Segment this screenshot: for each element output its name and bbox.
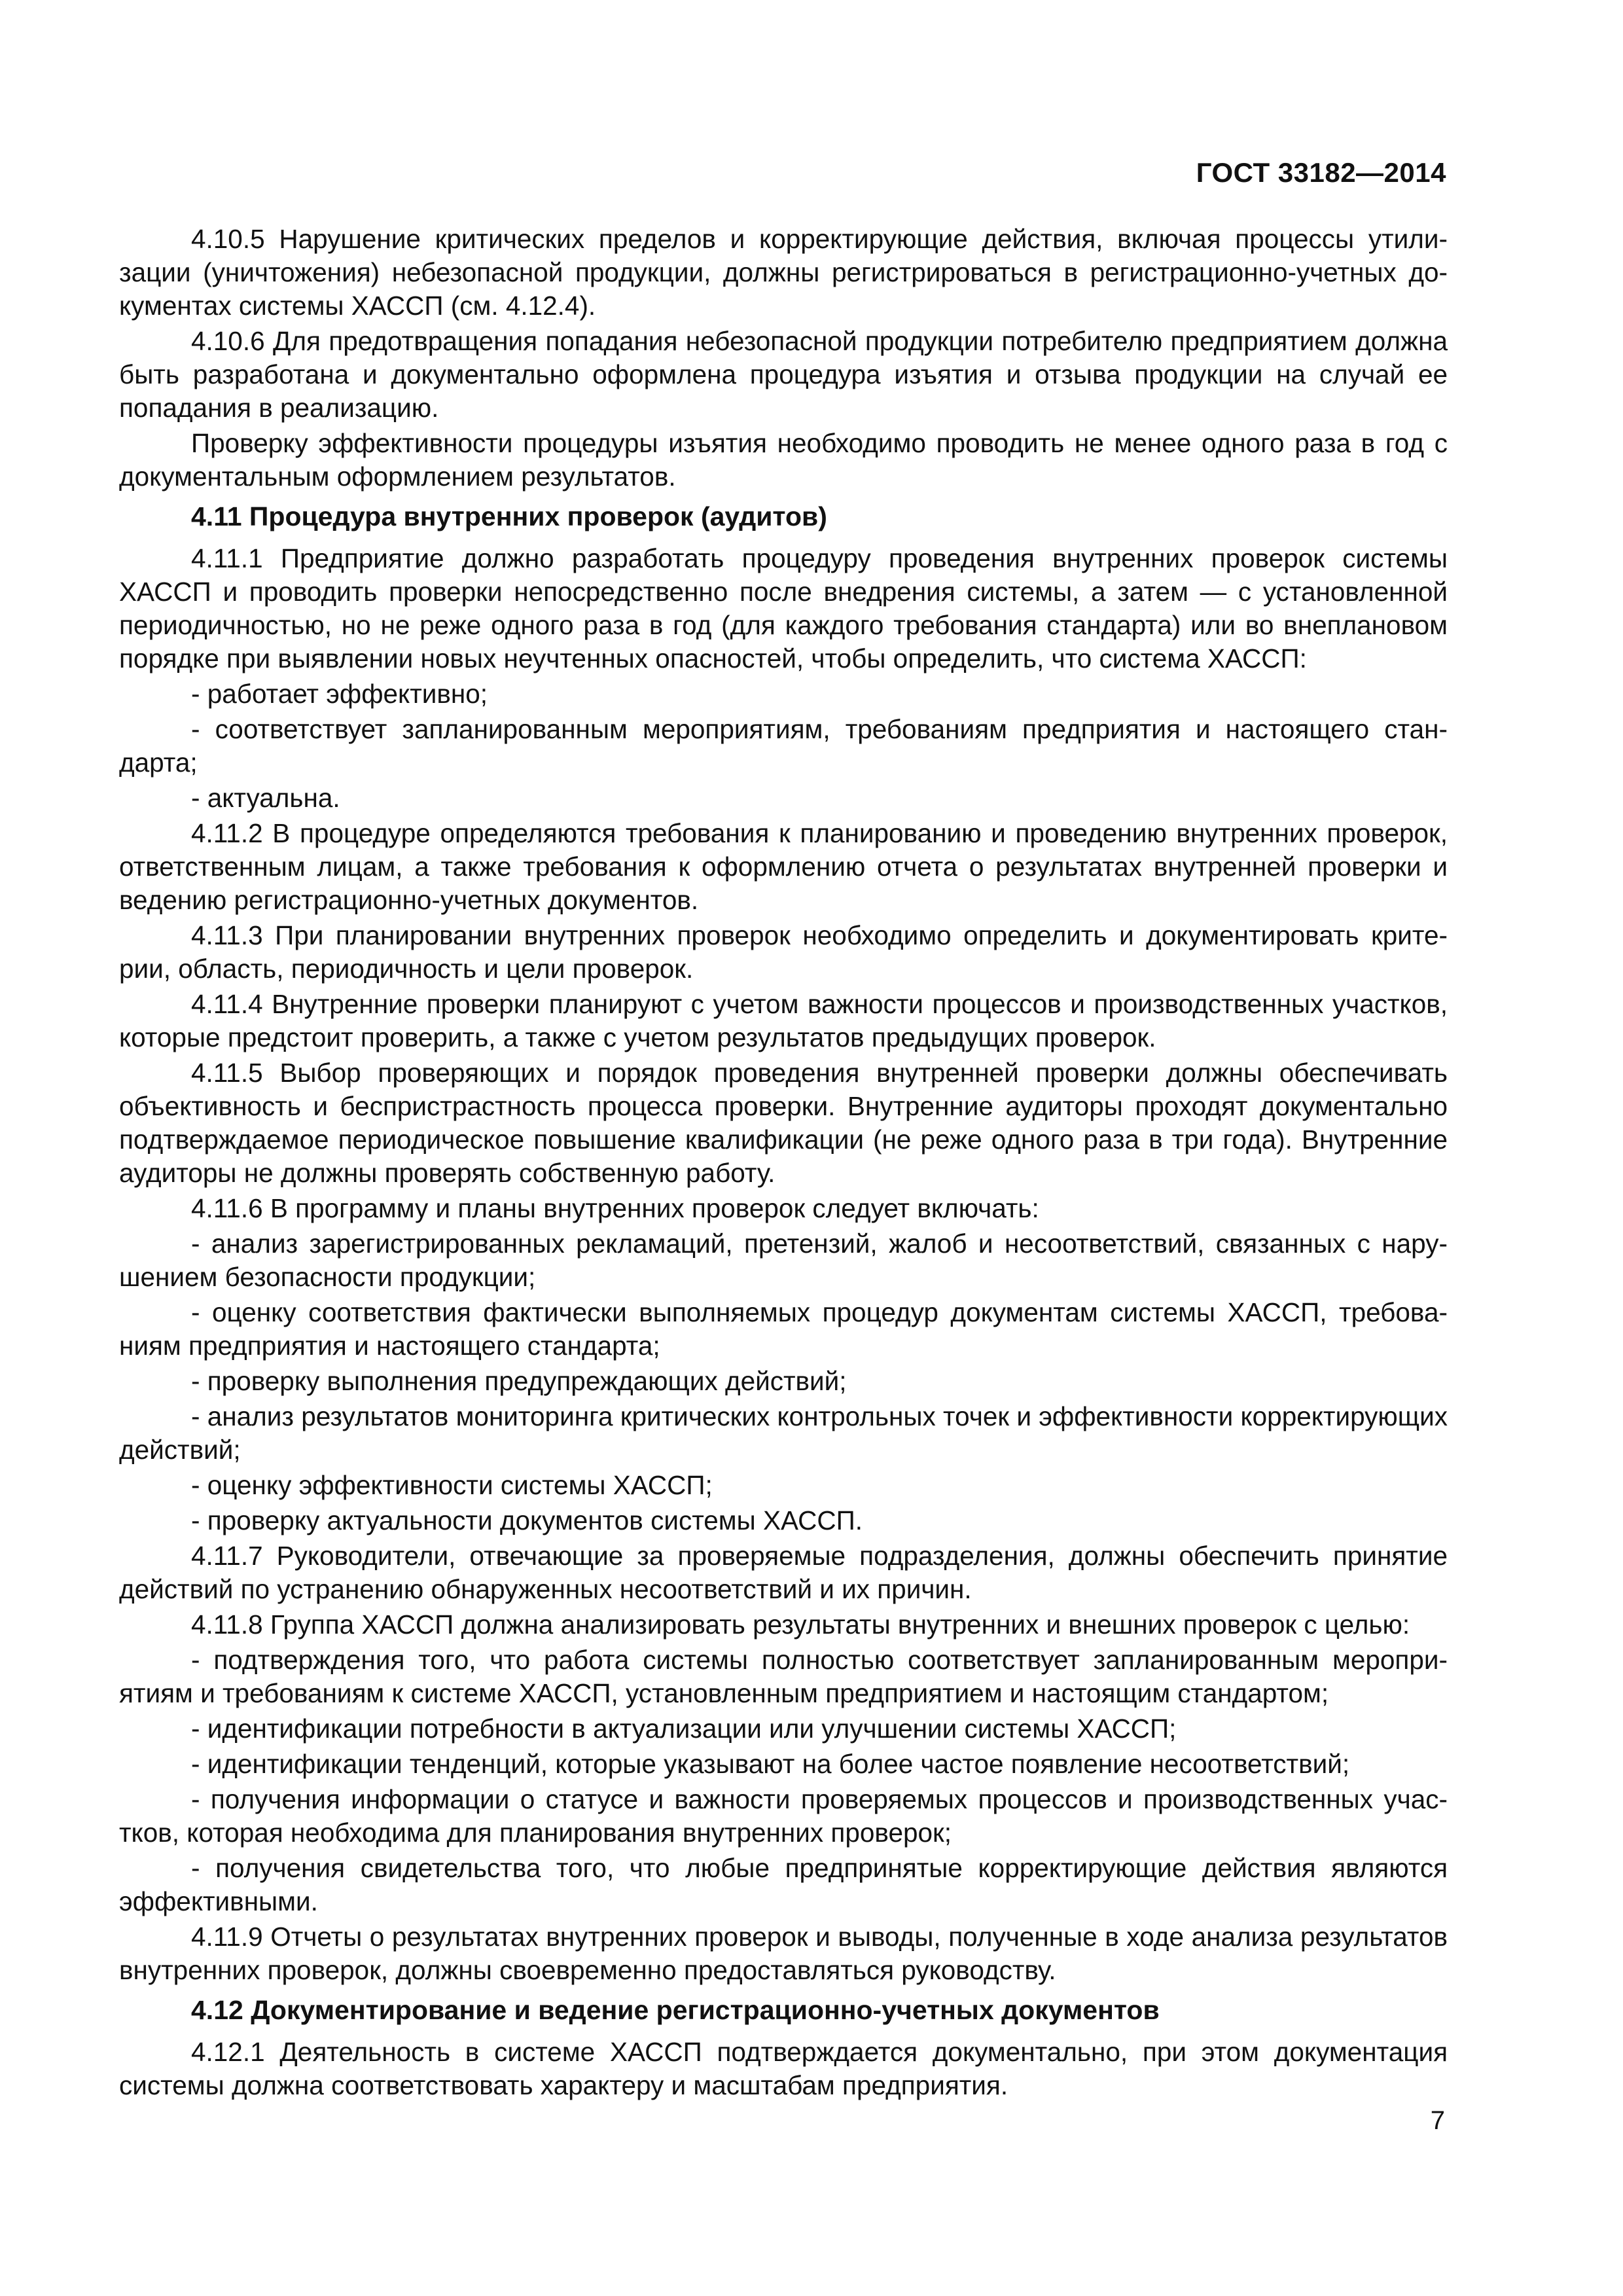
page-number: 7 <box>1430 2106 1445 2135</box>
list-item: - подтверждения того, что работа системы полностью соответствует запланированным мероприятиям и требованиям к системе ХАССП, установленным предприятием и настоящим стандартом; <box>119 1645 1448 1708</box>
list-item: - оценку эффективности системы ХАССП; <box>191 1470 713 1500</box>
section-heading-4-11: 4.11 Процедура внутренних проверок (аудитов) <box>191 501 827 531</box>
list-item: - получения информации о статусе и важности проверяемых процессов и производственных участков, которая необходима для планирования внутренних проверок; <box>119 1784 1448 1848</box>
list-item: - идентификации потребности в актуализации или улучшении системы ХАССП; <box>191 1713 1177 1744</box>
paragraph-4-12-1: 4.12.1 Деятельность в системе ХАССП подтверждается документально, при этом документация системы должна соответствовать характеру и масштабам предприятия. <box>119 2037 1448 2100</box>
list-item: - актуальна. <box>191 783 340 813</box>
section-heading-4-12: 4.12 Документирование и ведение регистрационно-учетных документов <box>191 1995 1160 2025</box>
document-header: ГОСТ 33182—2014 <box>1196 157 1446 188</box>
list-item: - оценку соответствия фактически выполняемых процедур документам системы ХАССП, требованиям предприятия и настоящего стандарта; <box>119 1297 1448 1361</box>
paragraph-4-11-1: 4.11.1 Предприятие должно разработать процедуру проведения внутренних проверок системы ХАССП и проводить проверки непосредственно после внедрения системы, а затем — с установленной периодичностью, но не реже одного раза в год (для каждого требования стандарта) или во внеплановом порядке при выявлении новых неучтенных опасностей, чтобы определить, что система ХАССП: <box>119 543 1448 673</box>
list-item: - работает эффективно; <box>191 679 488 709</box>
paragraph-4-10-6: 4.10.6 Для предотвращения попадания небезопасной продукции потребителю предприятием должна быть разработана и документально оформлена процедура изъятия и отзыва продукции на случай ее попадания в реализацию. <box>119 326 1448 423</box>
list-item: - проверку актуальности документов системы ХАССП. <box>191 1505 863 1535</box>
list-item: - анализ результатов мониторинга критических контрольных точек и эффективности корректирующих действий; <box>119 1401 1448 1465</box>
list-item: - идентификации тенденций, которые указывают на более частое появление несоответствий; <box>191 1749 1350 1779</box>
paragraph-4-10-5: 4.10.5 Нарушение критических пределов и корректирующие действия, включая процессы утилизации (уничтожения) небезопасной продукции, должны регистрироваться в регистрационно-учетных документах системы ХАССП (см. 4.12.4). <box>119 224 1448 321</box>
paragraph-4-11-7: 4.11.7 Руководители, отвечающие за проверяемые подразделения, должны обеспечить принятие действий по устранению обнаруженных несоответствий и их причин. <box>119 1541 1448 1604</box>
list-item: - соответствует запланированным мероприятиям, требованиям предприятия и настоящего стандарта; <box>119 714 1448 778</box>
paragraph-4-11-2: 4.11.2 В процедуре определяются требования к планированию и проведению внутренних проверок, ответственным лицам, а также требования к оформлению отчета о результатах внутренней проверки и ведению регистрационно-учетных документов. <box>119 818 1448 915</box>
paragraph-4-11-6: 4.11.6 В программу и планы внутренних проверок следует включать: <box>191 1193 1039 1223</box>
document-body <box>119 223 1448 2104</box>
list-item: - анализ зарегистрированных рекламаций, претензий, жалоб и несоответствий, связанных с нарушением безопасности продукции; <box>119 1229 1448 1292</box>
paragraph-withdrawal-check: Проверку эффективности процедуры изъятия необходимо проводить не менее одного раза в год с документальным оформлением результатов. <box>119 428 1448 492</box>
list-item: - проверку выполнения предупреждающих действий; <box>191 1366 847 1396</box>
paragraph-4-11-4: 4.11.4 Внутренние проверки планируют с учетом важности процессов и производственных участков, которые предстоит проверить, а также с учетом результатов предыдущих проверок. <box>119 989 1448 1052</box>
list-item: - получения свидетельства того, что любые предпринятые корректирующие действия являются эффективными. <box>119 1853 1448 1916</box>
paragraph-4-11-8: 4.11.8 Группа ХАССП должна анализировать результаты внутренних и внешних проверок с целью: <box>191 1609 1410 1640</box>
paragraph-4-11-9: 4.11.9 Отчеты о результатах внутренних проверок и выводы, полученные в ходе анализа результатов внутренних проверок, должны своевременно предоставляться руководству. <box>119 1922 1448 1985</box>
paragraph-4-11-5: 4.11.5 Выбор проверяющих и порядок проведения внутренней проверки должны обеспечивать объективность и беспристрастность процесса проверки. Внутренние аудиторы проходят документально подтверждаемое периодическое повышение квалификации (не реже одного раза в три года). Внутренние аудиторы не должны проверять собственную работу. <box>119 1058 1448 1188</box>
paragraph-4-11-3: 4.11.3 При планировании внутренних проверок необходимо определить и документировать критерии, область, периодичность и цели проверок. <box>119 920 1448 984</box>
